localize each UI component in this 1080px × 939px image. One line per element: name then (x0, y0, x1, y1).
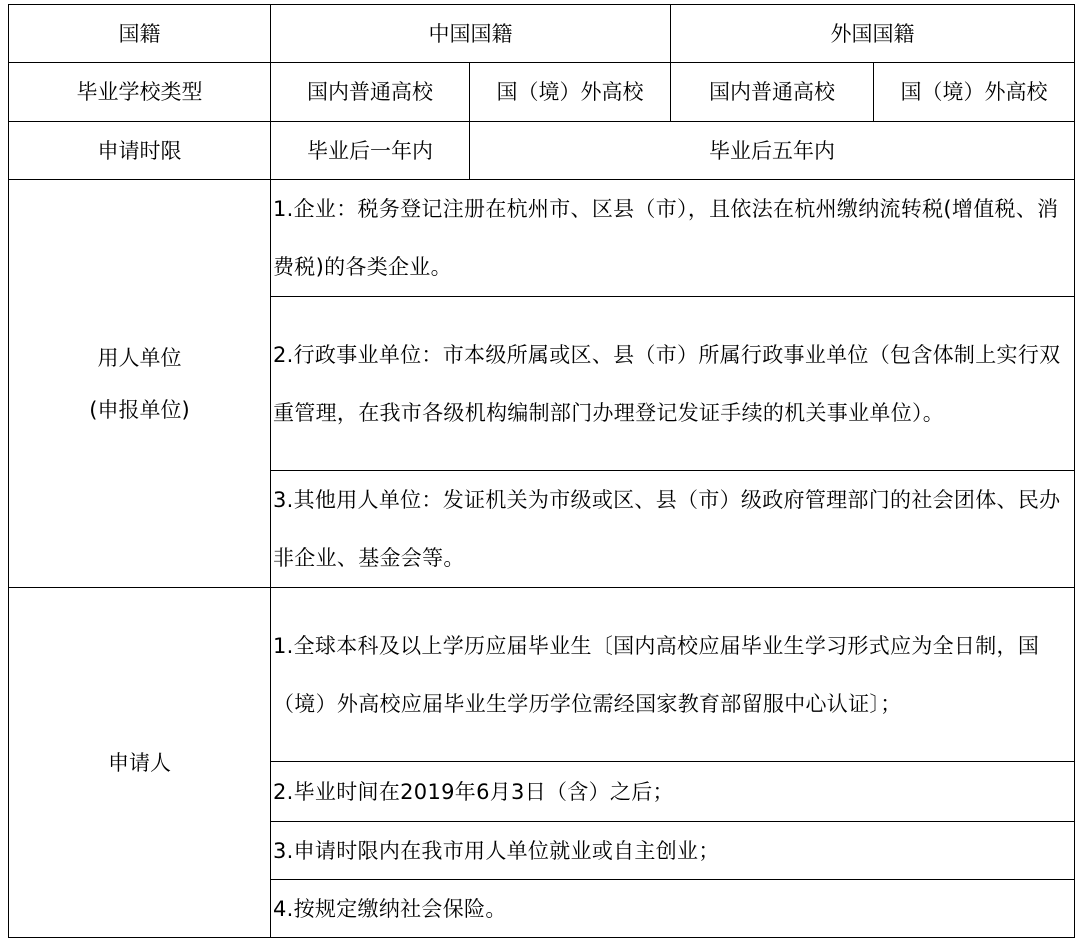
foreign-overseas-school-cell: 国（境）外高校 (874, 63, 1075, 122)
nationality-row (9, 5, 1075, 63)
applicant-item-graduates: 1.全球本科及以上学历应届毕业生〔国内高校应届毕业生学习形式应为全日制，国（境）外高校应届毕业生学历学位需经国家教育部留服中心认证〕； (271, 588, 1075, 762)
school-type-row (9, 63, 1075, 122)
foreign-domestic-school-cell: 国内普通高校 (671, 63, 874, 122)
employer-item-other: 3.其他用人单位：发证机关为市级或区、县（市）级政府管理部门的社会团体、民办非企业、基金会等。 (271, 471, 1075, 588)
school-type-label: 毕业学校类型 (9, 63, 271, 122)
employer-item-public-institution: 2.行政事业单位：市本级所属或区、县（市）所属行政事业单位（包含体制上实行双重管理，在我市各级机构编制部门办理登记发证手续的机关事业单位）。 (271, 297, 1075, 471)
deadline-row (9, 122, 1075, 180)
employer-label-line1: 用人单位 (97, 345, 182, 370)
applicant-item-employment: 3.申请时限内在我市用人单位就业或自主创业； (271, 822, 1075, 880)
employer-item-enterprise: 1.企业：税务登记注册在杭州市、区县（市），且依法在杭州缴纳流转税(增值税、消费税)的各类企业。 (271, 180, 1075, 297)
foreign-nationality-header: 外国国籍 (671, 5, 1075, 63)
chinese-nationality-header: 中国国籍 (271, 5, 671, 63)
within-one-year-cell: 毕业后一年内 (271, 122, 470, 180)
employer-label (9, 180, 271, 588)
nationality-label: 国籍 (9, 5, 271, 63)
applicant-item-graduation-date: 2.毕业时间在2019年6月3日（含）之后； (271, 762, 1075, 822)
cn-overseas-school-cell: 国（境）外高校 (470, 63, 671, 122)
applicant-item-social-insurance: 4.按规定缴纳社会保险。 (271, 880, 1075, 938)
deadline-label: 申请时限 (9, 122, 271, 180)
within-five-years-cell: 毕业后五年内 (470, 122, 1075, 180)
employer-label-line2: (申报单位) (89, 397, 190, 422)
employer-row (9, 180, 1075, 297)
applicant-row (9, 588, 1075, 762)
cn-domestic-school-cell: 国内普通高校 (271, 63, 470, 122)
eligibility-table (8, 4, 1075, 938)
applicant-label: 申请人 (9, 588, 271, 938)
